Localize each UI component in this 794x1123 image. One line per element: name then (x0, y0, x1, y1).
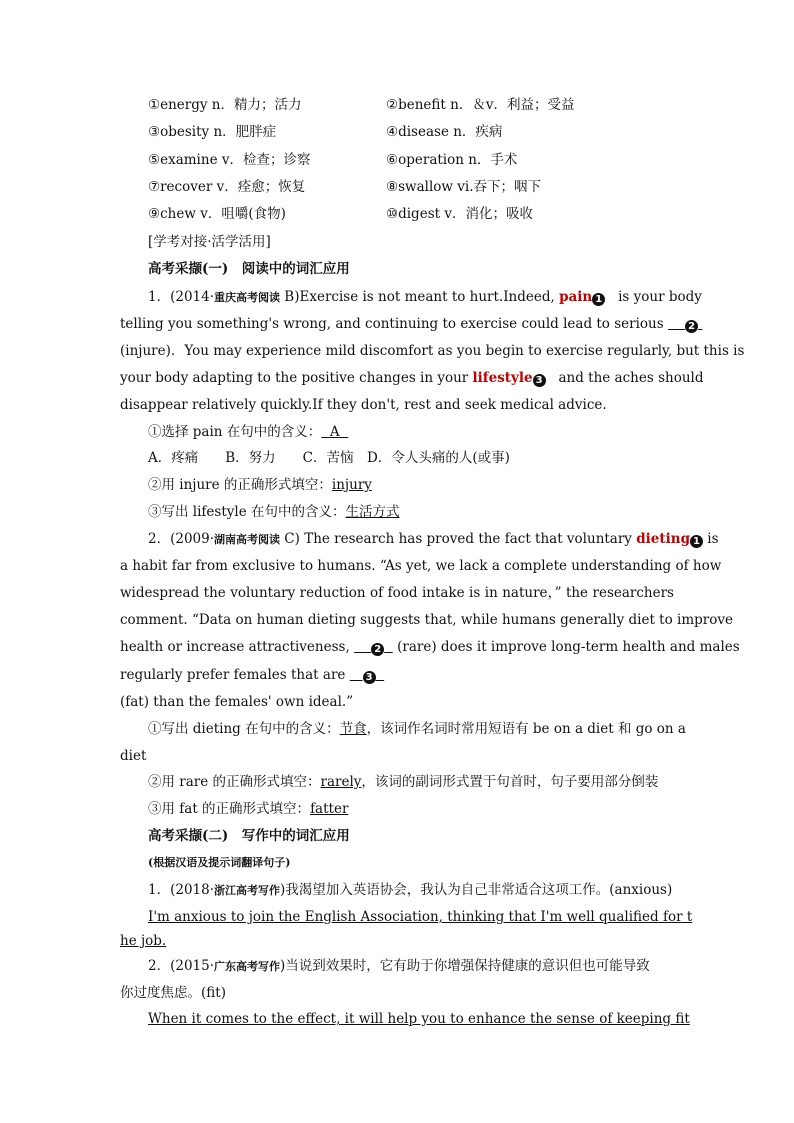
q2-line2: a habit far from exclusive to humans. “As yet, we lack a complete understanding of how (120, 558, 722, 574)
q1-blank-2 (668, 315, 702, 333)
q1-sub3-answer: 生活方式 (345, 504, 400, 520)
q1-line4-b: and the aches should (558, 370, 704, 386)
q1-sub1-answer: A (329, 424, 340, 440)
q2-sub3-label: ③用 fat 的正确形式填空： (148, 801, 311, 817)
q1-line1 (148, 288, 702, 307)
q2-blank-3 (350, 666, 384, 684)
q2-marker-2: 2 (371, 643, 384, 656)
q2-line5 (120, 638, 740, 656)
q2-marker-3: 3 (363, 671, 376, 684)
q2-sub2-answer: rarely (320, 774, 362, 790)
q2-sub2-label: ②用 rare 的正确形式填空： (148, 774, 321, 790)
section-header: [学考对接·活学活用] (148, 234, 271, 250)
q1-sub3 (148, 503, 400, 521)
q2-line6 (120, 666, 384, 684)
part2-note: (根据汉语及提示词翻译句子) (148, 856, 291, 869)
q1-line4-a: your body adapting to the positive changes in your (120, 370, 469, 386)
q2-line3: widespread the voluntary reduction of food intake is in nature，” the researchers (120, 585, 674, 601)
q1-sub2 (148, 476, 372, 494)
w1-answer-line2: he job. (120, 933, 167, 949)
q1-line5: disappear relatively quickly.If they don't, rest and seek medical advice. (120, 397, 607, 413)
q2-line7: (fat) than the females' own ideal.” (120, 694, 354, 710)
vocab-item: ⑥operation n．手术 (386, 152, 518, 168)
w1-answer-line1: I'm anxious to join the English Association, thinking that I'm well qualified for t (148, 909, 693, 925)
q2-line4: comment. “Data on human dieting suggests that, while humans generally diet to improve (120, 612, 733, 628)
q1-sub1-options: A．疼痛 B．努力 C．苦恼 D．令人头痛的人(或事) (148, 450, 510, 466)
vocab-item: ⑨chew v．咀嚼(食物) (148, 206, 286, 222)
q2-line5-a: health or increase attractiveness, (120, 639, 350, 655)
w2-source: 广东高考写作 (214, 960, 281, 973)
vocab-item: ⑩digest v．消化；吸收 (386, 206, 533, 222)
q2-sub3-answer: fatter (310, 801, 349, 817)
q1-line3: (injure)．You may experience mild discomfort as you begin to exercise regularly, but this is (120, 343, 745, 359)
w2-prompt-line2: 你过度焦虑。(fit) (120, 985, 226, 1001)
q2-line1 (148, 530, 719, 549)
w2-text: )当说到效果时，它有助于你增强保持健康的意识但也可能导致 (280, 958, 650, 974)
q2-sub1 (148, 720, 686, 738)
q1-key-pain: pain (559, 289, 593, 305)
q2-blank-2 (354, 638, 393, 656)
q2-line5-b: (rare) does it improve long-term health and males (397, 639, 740, 655)
q2-key-dieting: dieting (636, 531, 691, 547)
q1-key-lifestyle: lifestyle (472, 370, 533, 386)
q2-sub1-answer: 节食 (339, 721, 367, 737)
q1-marker-3: 3 (533, 374, 546, 387)
q2-sub1-rest: ，该词作名词时常用短语有 be on a diet 和 go on a (366, 721, 686, 737)
vocab-item: ⑦recover v．痊愈；恢复 (148, 179, 306, 195)
q1-sub2-answer: injury (331, 477, 372, 493)
q1-sub1 (148, 423, 348, 441)
q1-sub3-label: ③写出 lifestyle 在句中的含义： (148, 504, 346, 520)
q2-sub1-rest2: diet (120, 748, 147, 764)
q1-prefix: 1．(2014· (148, 289, 215, 305)
q1-text-a: B)Exercise is not meant to hurt.Indeed, (280, 289, 560, 305)
w1-prefix: 1．(2018· (148, 882, 215, 898)
q1-line2-text: telling you something's wrong, and continuing to exercise could lead to serious (120, 316, 664, 332)
q2-sub3 (148, 800, 348, 818)
q2-prefix: 2．(2009· (148, 531, 215, 547)
vocab-item: ②benefit n．＆v．利益；受益 (386, 97, 575, 113)
q1-text-b: is your body (613, 289, 702, 305)
q1-sub2-label: ②用 injure 的正确形式填空： (148, 477, 332, 493)
q1-marker-2: 2 (685, 320, 698, 333)
q1-line4 (120, 369, 704, 387)
q1-line2 (120, 315, 696, 333)
q2-sub1-label: ①写出 dieting 在句中的含义： (148, 721, 340, 737)
q2-source: 湖南高考阅读 (214, 533, 281, 546)
part1-title: 高考采撷(一) 阅读中的词汇应用 (148, 261, 350, 277)
vocab-item: ④disease n．疾病 (386, 124, 503, 140)
vocab-item: ⑧swallow vi.吞下；咽下 (386, 179, 541, 195)
q1-source: 重庆高考阅读 (214, 291, 281, 304)
w2-prompt (148, 957, 650, 976)
part2-title: 高考采撷(二) 写作中的词汇应用 (148, 828, 350, 844)
q2-text-b: is (703, 531, 719, 547)
w1-source: 浙江高考写作 (214, 884, 281, 897)
q2-marker-1: 1 (690, 535, 703, 548)
q2-line6-a: regularly prefer females that are (120, 667, 346, 683)
w2-answer-line1: When it comes to the effect, it will help you to enhance the sense of keeping fit (148, 1011, 690, 1027)
vocab-item: ①energy n．精力；活力 (148, 97, 302, 113)
q1-marker-1: 1 (592, 293, 605, 306)
vocab-item: ⑤examine v．检查；诊察 (148, 152, 311, 168)
q2-sub2 (148, 773, 658, 791)
q2-text-a: C) The research has proved the fact that voluntary (280, 531, 637, 547)
w2-prefix: 2．(2015· (148, 958, 215, 974)
vocab-item: ③obesity n．肥胖症 (148, 124, 277, 140)
w1-text: )我渴望加入英语协会，我认为自己非常适合这项工作。(anxious) (280, 882, 673, 898)
q2-sub2-rest: ，该词的副词形式置于句首时，句子要用部分倒装 (361, 774, 659, 790)
w1-prompt (148, 881, 672, 900)
q1-sub1-label: ①选择 pain 在句中的含义： (148, 424, 322, 440)
